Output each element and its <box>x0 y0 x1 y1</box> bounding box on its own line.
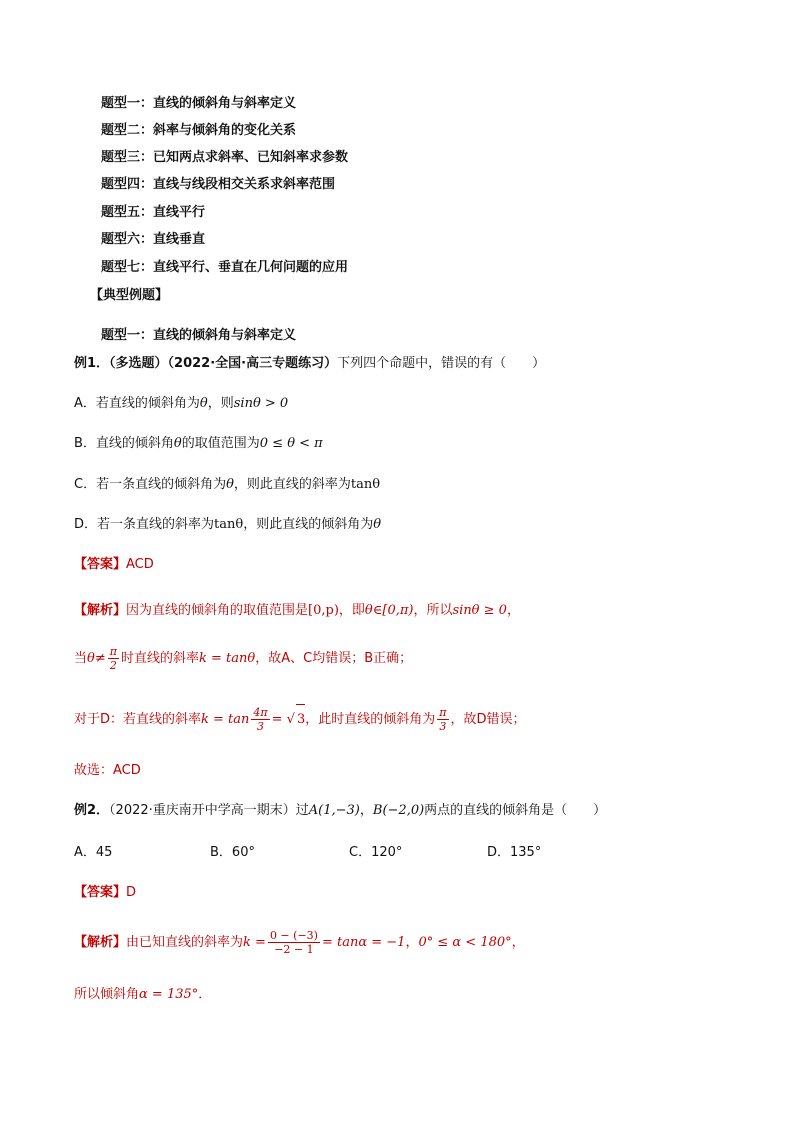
toc-item-2: 题型二：斜率与倾斜角的变化关系 <box>101 123 297 138</box>
example-2-label: 例2． <box>74 803 110 818</box>
example-1-label: 例1． <box>74 356 110 371</box>
toc-item-7: 题型七：直线平行、垂直在几何问题的应用 <box>101 260 349 275</box>
example-1-tags: （多选题）（2022·全国·高三专题练习） <box>109 356 338 371</box>
example-2-answer: 【答案】D <box>74 885 137 900</box>
example-2-stem: 例2．（2022·重庆南开中学高一期末）过A(1,−3)，B(−2,0)两点的直线的倾斜角是（ ） <box>74 803 607 818</box>
toc-item-3: 题型三：已知两点求斜率、已知斜率求参数 <box>101 150 349 165</box>
example-1-analysis-line-1: 【解析】因为直线的倾斜角的取值范围是[0,p)，即θ∈[0,π)，所以sinθ ≥ 0， <box>74 603 520 618</box>
fraction-pi-over-2: $\frac{\pi}{2}$ <box>109 645 117 672</box>
example-1-analysis-line-3: 对于D：若直线的斜率k = tan $\frac{4\pi}{3}$ = √ 3，此时直线的倾斜角为 $\frac{\pi}{3}$ ，故D错误； <box>74 706 526 733</box>
fraction-pi-over-3: $\frac{\pi}{3}$ <box>439 706 447 733</box>
section-title: 【典型例题】 <box>90 288 169 303</box>
example-1-stem <box>74 355 545 373</box>
toc-item-5: 题型五：直线平行 <box>101 205 206 220</box>
toc-item-1: 题型一：直线的倾斜角与斜率定义 <box>101 96 297 111</box>
example-2-option-b: B．60° <box>210 845 255 860</box>
example-1-option-b: B．直线的倾斜角θ的取值范围为0 ≤ θ < π <box>74 436 323 451</box>
example-2-tags: （2022·重庆南开中学高一期末） <box>109 803 296 818</box>
example-1-option-a: A．若直线的倾斜角为θ，则sinθ > 0 <box>74 396 289 411</box>
example-1-option-c: C．若一条直线的倾斜角为θ，则此直线的斜率为tanθ <box>74 477 381 492</box>
toc-item-6: 题型六：直线垂直 <box>101 232 206 247</box>
example-1-conclusion: 故选：ACD <box>74 763 141 778</box>
subsection-title: 题型一：直线的倾斜角与斜率定义 <box>101 328 297 343</box>
example-2-option-c: C．120° <box>349 845 403 860</box>
example-1-answer: 【答案】ACD <box>74 557 154 572</box>
fraction-4pi-over-3: $\frac{4\pi}{3}$ <box>253 706 268 733</box>
example-2-analysis-line-1: 【解析】由已知直线的斜率为k = $\frac{0 - (-3)}{-2 - 1}$ = tanα = −1，0° ≤ α < 180°， <box>74 929 525 956</box>
fraction-slope: $\frac{0 - (-3)}{-2 - 1}$ <box>269 929 318 956</box>
example-2-option-a: A．45 <box>74 845 113 860</box>
sqrt-3: 3 <box>296 704 305 735</box>
example-1-analysis-line-2: 当θ≠ $\frac{\pi}{2}$ 时直线的斜率k = tanθ，故A、C均错误；B正确； <box>74 645 413 672</box>
example-1-option-d: D．若一条直线的斜率为tanθ，则此直线的倾斜角为θ <box>74 517 382 532</box>
toc-item-4: 题型四：直线与线段相交关系求斜率范围 <box>101 177 336 192</box>
example-2-option-d: D．135° <box>487 845 542 860</box>
example-2-analysis-line-2: 所以倾斜角α = 135°． <box>74 987 212 1002</box>
example-1-question: 下列四个命题中，错误的有（ ） <box>337 356 546 371</box>
